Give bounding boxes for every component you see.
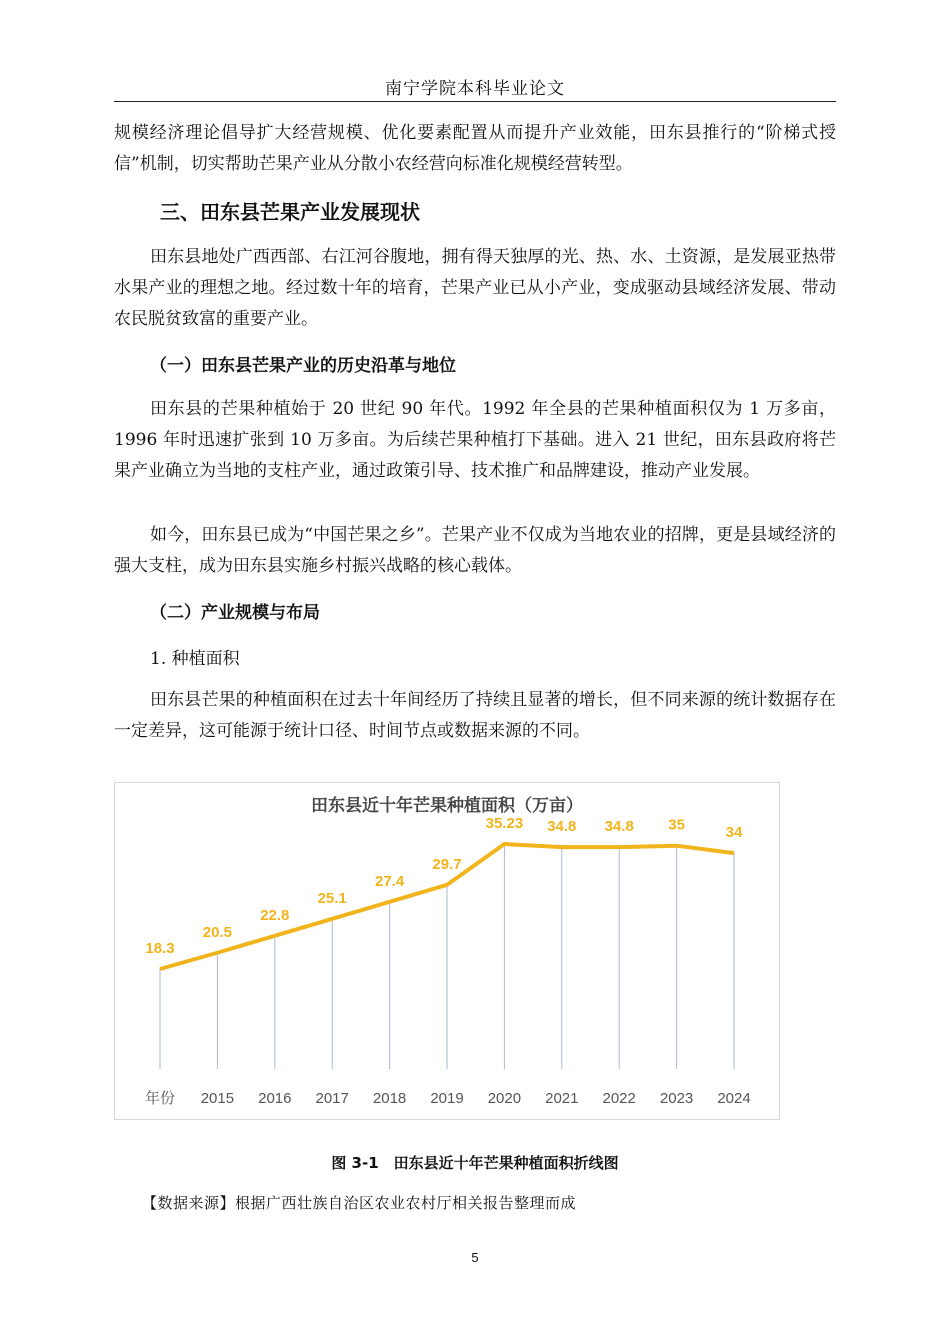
page-number: 5 — [471, 1250, 479, 1265]
x-axis-label: 年份 — [144, 1090, 176, 1107]
item-heading-planting-area: 1. 种植面积 — [150, 649, 240, 669]
x-tick-label: 2021 — [545, 1090, 579, 1107]
section-heading: 三、田东县芒果产业发展现状 — [160, 200, 420, 224]
header-rule — [114, 101, 836, 102]
x-tick-label: 2022 — [602, 1090, 636, 1107]
data-label: 34.8 — [604, 818, 634, 836]
x-tick-label: 2018 — [372, 1090, 407, 1107]
subsection-heading-history: （一）田东县芒果产业的历史沿革与地位 — [150, 356, 456, 376]
x-tick-label: 2019 — [430, 1090, 464, 1107]
data-source-note: 【数据来源】根据广西壮族自治区农业农村厅相关报告整理而成 — [142, 1194, 577, 1212]
paragraph-today: 如今，田东县已成为“中国芒果之乡”。芒果产业不仅成为当地农业的招牌，更是县域经济的强大支柱，成为田东县实施乡村振兴战略的核心载体。 — [114, 525, 836, 576]
data-label: 34.8 — [547, 818, 577, 836]
x-tick-label: 2024 — [717, 1090, 751, 1107]
paragraph-history: 田东县的芒果种植始于 20 世纪 90 年代。1992 年全县的芒果种植面积仅为 1 万多亩，1996 年时迅速扩张到 10 万多亩。为后续芒果种植打下基础。进入 21 世纪，田东县政府将芒果产业确立为当地的支柱产业，通过政策引导、技术推广和品牌建设，推动产业发展。 — [114, 399, 836, 481]
x-tick-label: 2017 — [315, 1090, 349, 1107]
x-tick-label: 2016 — [258, 1090, 292, 1107]
x-tick-label: 2015 — [200, 1090, 235, 1107]
paragraph-scale-economy: 规模经济理论倡导扩大经营规模、优化要素配置从而提升产业效能，田东县推行的“阶梯式授信”机制，切实帮助芒果产业从分散小农经营向标准化规模经营转型。 — [114, 123, 836, 174]
data-label: 18.3 — [145, 940, 175, 957]
data-label: 20.5 — [202, 923, 233, 941]
x-tick-label: 2023 — [659, 1090, 694, 1107]
data-label: 25.1 — [317, 889, 347, 907]
line-chart — [115, 783, 779, 1119]
data-label: 29.7 — [432, 855, 462, 873]
data-label: 35.23 — [485, 815, 524, 832]
running-header: 南宁学院本科毕业论文 — [385, 79, 565, 99]
paragraph-planting-area: 田东县芒果的种植面积在过去十年间经历了持续且显著的增长，但不同来源的统计数据存在一定差异，这可能源于统计口径、时间节点或数据来源的不同。 — [114, 690, 836, 741]
x-tick-label: 2020 — [487, 1090, 522, 1107]
chart-container — [114, 782, 780, 1120]
chart-title: 田东县近十年芒果种植面积（万亩） — [311, 796, 583, 816]
data-label: 22.8 — [260, 906, 290, 924]
data-label: 34 — [725, 824, 743, 842]
data-label: 27.4 — [374, 872, 405, 890]
data-label: 35 — [668, 816, 685, 834]
subsection-heading-scale: （二）产业规模与布局 — [150, 603, 320, 623]
paragraph-location: 田东县地处广西西部、右江河谷腹地，拥有得天独厚的光、热、水、土资源，是发展亚热带水果产业的理想之地。经过数十年的培育，芒果产业已从小产业，变成驱动县域经济发展、带动农民脱贫致富的重要产业。 — [114, 247, 836, 329]
figure-caption: 图 3-1 田东县近十年芒果种植面积折线图 — [331, 1154, 619, 1172]
